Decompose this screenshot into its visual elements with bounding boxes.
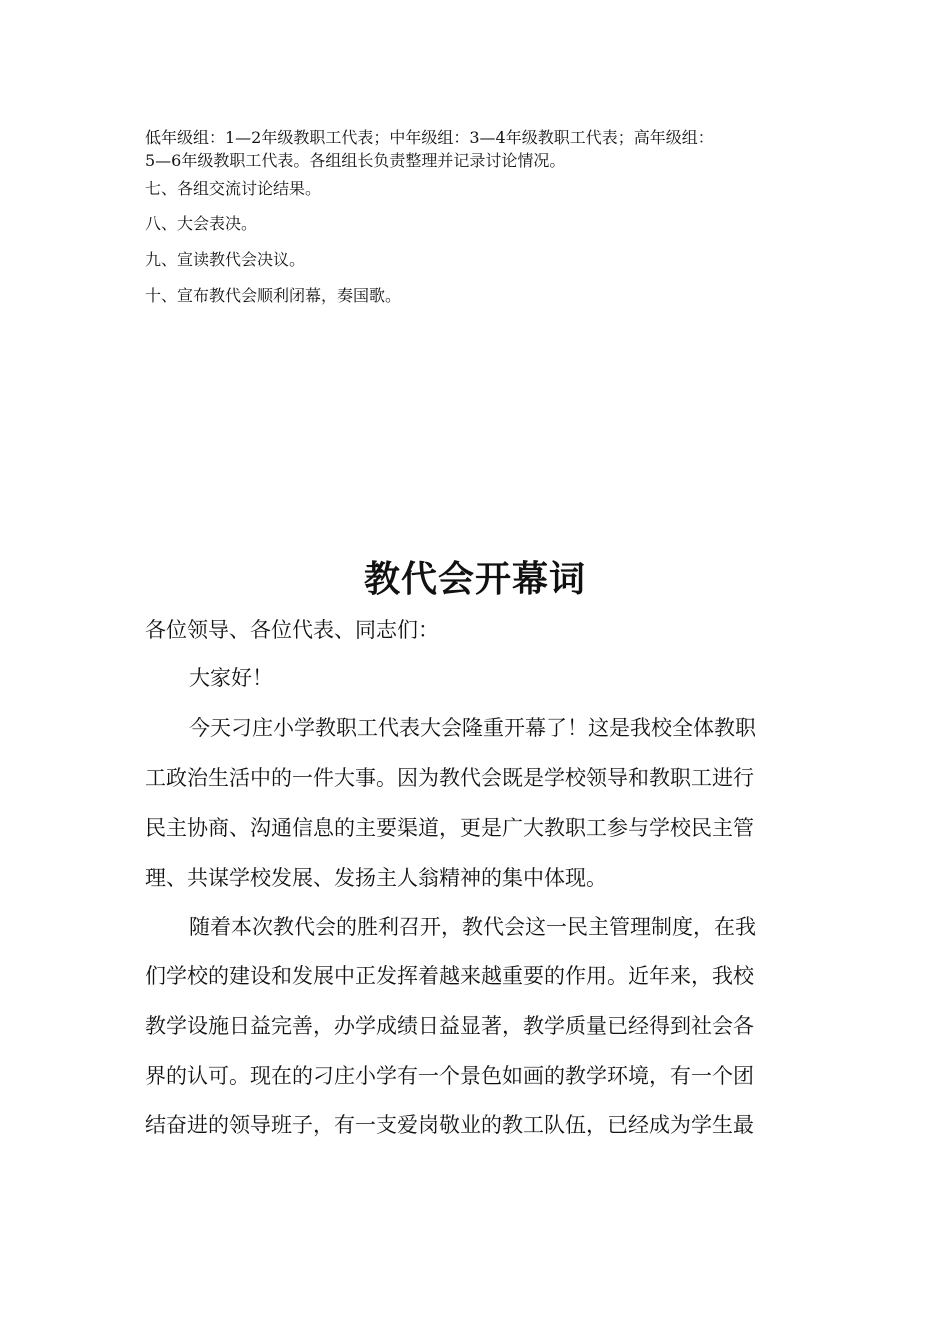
group-note-line: 5—6年级教职工代表。各组组长负责整理并记录讨论情况。 xyxy=(145,151,566,170)
paragraph-line: 随着本次教代会的胜利召开，教代会这一民主管理制度，在我 xyxy=(189,915,756,939)
group-note-line: 低年级组：1—2年级教职工代表；中年级组：3—4年级教职工代表；高年级组： xyxy=(145,128,714,147)
agenda-item: 七、各组交流讨论结果。 xyxy=(145,179,322,198)
speech-title: 教代会开幕词 xyxy=(363,558,586,600)
paragraph-line: 民主协商、沟通信息的主要渠道，更是广大教职工参与学校民主管 xyxy=(145,816,754,840)
group-note xyxy=(145,126,825,172)
paragraph-line: 界的认可。现在的刁庄小学有一个景色如画的教学环境，有一个团 xyxy=(145,1064,754,1088)
paragraph-line: 理、共谋学校发展、发扬主人翁精神的集中体现。 xyxy=(145,866,607,890)
agenda-item: 八、大会表决。 xyxy=(145,214,258,233)
paragraph-line: 结奋进的领导班子，有一支爱岗敬业的教工队伍，已经成为学生最 xyxy=(145,1113,754,1137)
paragraph-line: 们学校的建设和发展中正发挥着越来越重要的作用。近年来，我校 xyxy=(145,964,754,988)
paragraph-line: 今天刁庄小学教职工代表大会隆重开幕了！这是我校全体教职 xyxy=(189,716,756,740)
paragraph-line: 教学设施日益完善，办学成绩日益显著，教学质量已经得到社会各 xyxy=(145,1014,754,1038)
salutation: 各位领导、各位代表、同志们： xyxy=(145,618,439,642)
paragraph-line: 工政治生活中的一件大事。因为教代会既是学校领导和教职工进行 xyxy=(145,766,754,790)
agenda-item: 十、宣布教代会顺利闭幕，奏国歌。 xyxy=(145,286,402,305)
agenda-item: 九、宣读教代会决议。 xyxy=(145,250,306,269)
greeting: 大家好！ xyxy=(189,666,273,690)
